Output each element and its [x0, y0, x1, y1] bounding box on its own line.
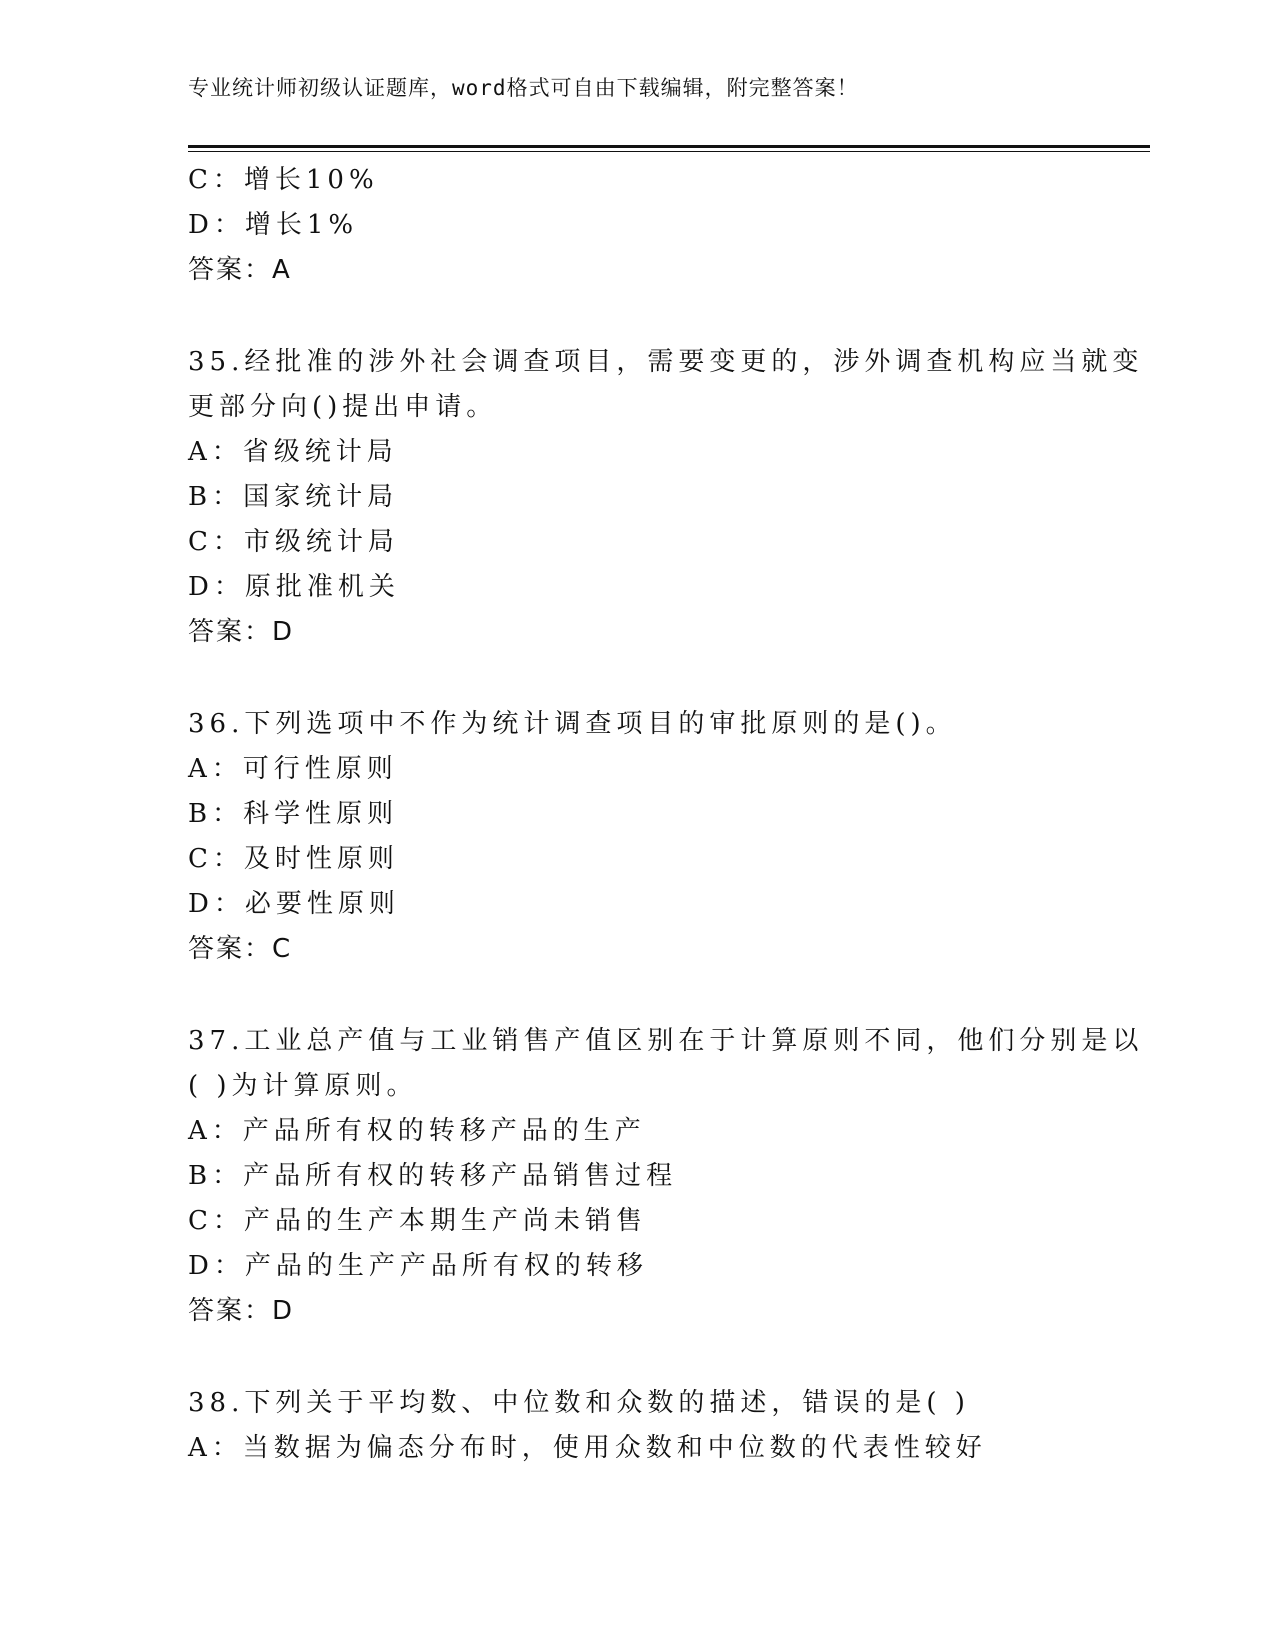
answer-line: 答案：D [188, 617, 295, 647]
option-line: D：必要性原则 [188, 889, 400, 919]
option-line: C：增长10% [188, 165, 379, 195]
option-line: B：科学性原则 [188, 799, 399, 829]
spacer [188, 972, 1088, 1019]
question-36 [188, 702, 1088, 972]
question-stem: 35.经批准的涉外社会调查项目，需要变更的，涉外调查机构应当就变 [188, 347, 1144, 377]
option-line: A：省级统计局 [188, 437, 398, 467]
question-37 [188, 1019, 1144, 1334]
spacer [188, 1334, 1088, 1381]
answer-line: 答案：D [188, 1296, 295, 1326]
option-line: C：及时性原则 [188, 844, 399, 874]
question-35 [188, 340, 1144, 655]
question-stem: 更部分向()提出申请。 [188, 392, 498, 422]
option-line: C：产品的生产本期生产尚未销售 [188, 1206, 647, 1236]
option-line: D：原批准机关 [188, 572, 400, 602]
option-line: C：市级统计局 [188, 527, 399, 557]
question-content [188, 158, 1144, 1471]
header-rule-thick [188, 145, 1150, 148]
question-stem: 37.工业总产值与工业销售产值区别在于计算原则不同，他们分别是以 [188, 1026, 1144, 1056]
question-stem: ( )为计算原则。 [188, 1071, 418, 1101]
page-header: 专业统计师初级认证题库，word格式可自由下载编辑，附完整答案！ [188, 76, 859, 100]
option-line: B：国家统计局 [188, 482, 399, 512]
question-38 [188, 1381, 1088, 1471]
option-line: B：产品所有权的转移产品销售过程 [188, 1161, 678, 1191]
option-line: A：可行性原则 [188, 754, 398, 784]
spacer [188, 293, 1088, 340]
question-stem: 38.下列关于平均数、中位数和众数的描述，错误的是( ) [188, 1388, 970, 1418]
option-line: A：当数据为偏态分布时，使用众数和中位数的代表性较好 [188, 1433, 987, 1463]
header-rule-thin [188, 151, 1150, 152]
continued-question [188, 158, 1088, 293]
option-line: D：产品的生产产品所有权的转移 [188, 1251, 648, 1281]
answer-line: 答案：A [188, 255, 292, 285]
answer-line: 答案：C [188, 934, 293, 964]
option-line: A：产品所有权的转移产品的生产 [188, 1116, 646, 1146]
option-line: D：增长1% [188, 210, 359, 240]
question-stem: 36.下列选项中不作为统计调查项目的审批原则的是()。 [188, 709, 957, 739]
spacer [188, 655, 1088, 702]
